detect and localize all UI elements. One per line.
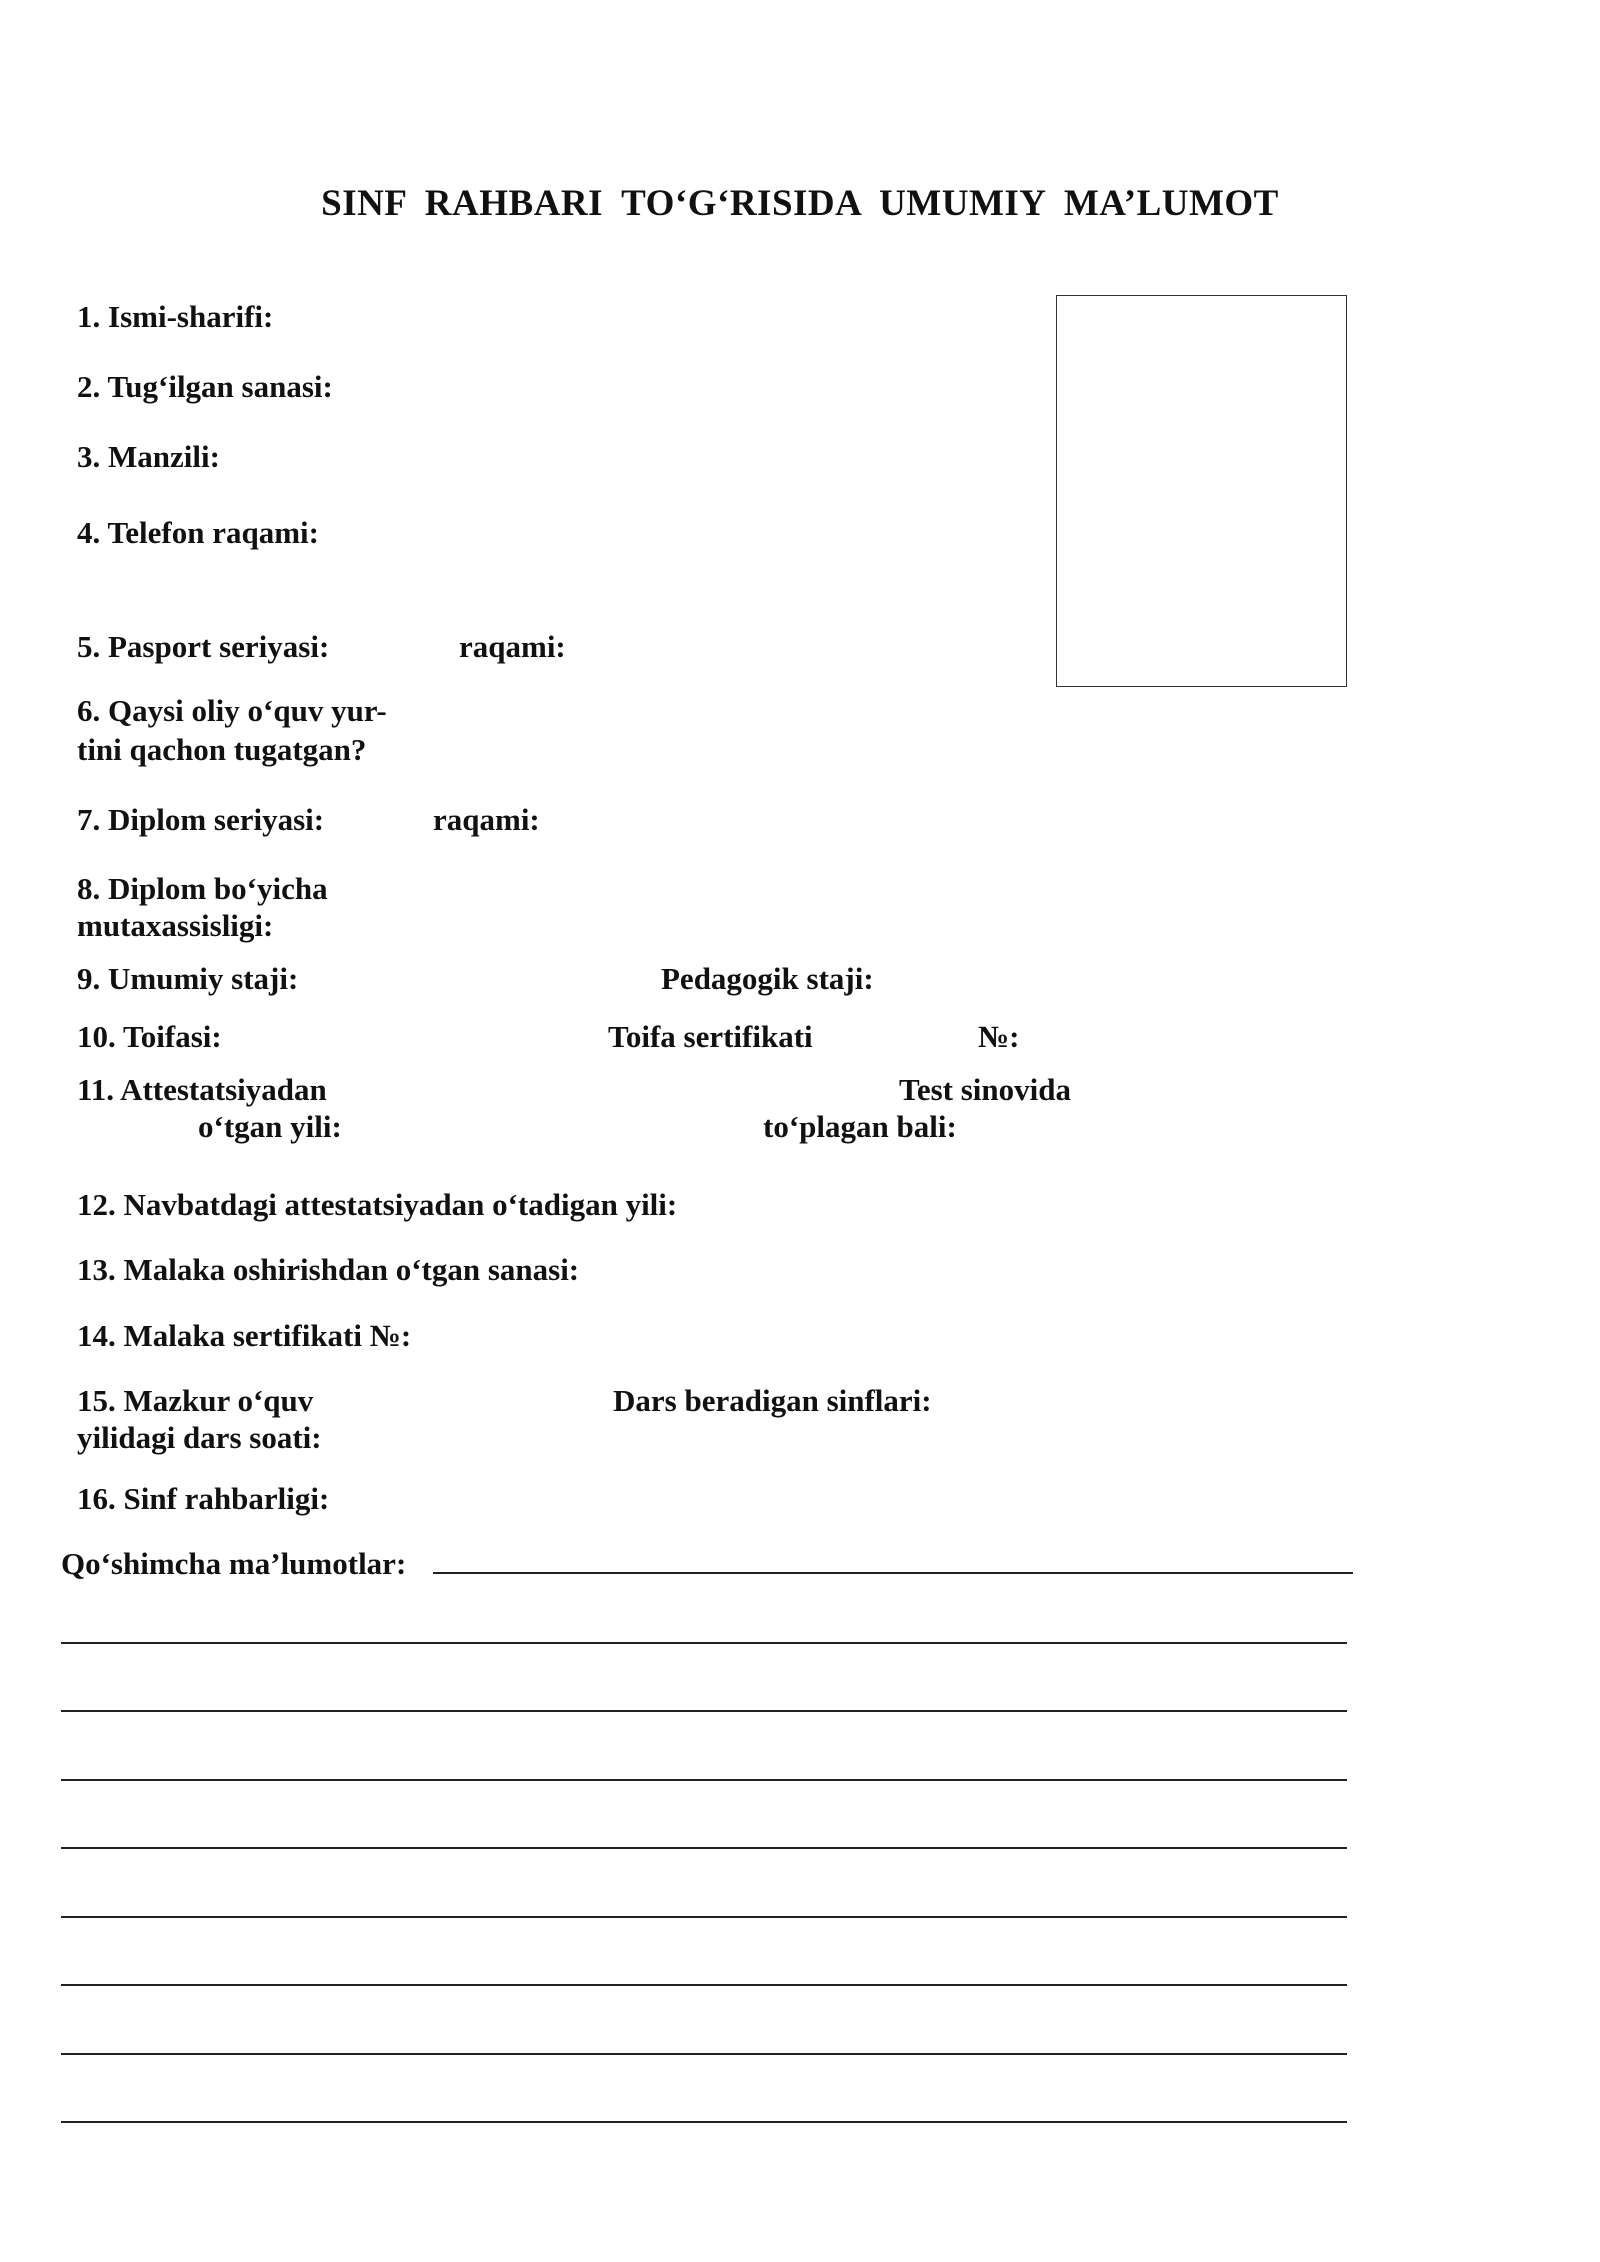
- field-full-name-label: 1. Ismi-sharifi:: [77, 299, 274, 334]
- field-class-leadership-label: 16. Sinf rahbarligi:: [77, 1481, 330, 1516]
- field-diploma-series-label: 7. Diplom seriyasi:: [77, 802, 325, 837]
- field-specialty-label-line1: 8. Diplom bo‘yicha: [77, 871, 328, 906]
- additional-info-line: [61, 2121, 1347, 2123]
- field-next-attestation-label: 12. Navbatdagi attestatsiyadan o‘tadigan yili:: [77, 1187, 678, 1222]
- field-passport-number-label: raqami:: [459, 629, 566, 664]
- additional-info-line: [433, 1572, 1353, 1574]
- field-pedagogical-experience-label: Pedagogik staji:: [661, 961, 874, 996]
- field-qualification-date-label: 13. Malaka oshirishdan o‘tgan sanasi:: [77, 1252, 580, 1287]
- field-test-score-label-line1: Test sinovida: [899, 1072, 1071, 1107]
- additional-info-line: [61, 1847, 1347, 1849]
- field-category-certificate-label: Toifa sertifikati: [608, 1019, 813, 1054]
- field-specialty-label-line2: mutaxassisligi:: [77, 908, 274, 943]
- additional-info-line: [61, 1779, 1347, 1781]
- field-phone-label: 4. Telefon raqami:: [77, 515, 319, 550]
- field-teaching-hours-label-line2: yilidagi dars soati:: [77, 1420, 322, 1455]
- additional-info-line: [61, 1916, 1347, 1918]
- field-teaching-hours-label-line1: 15. Mazkur o‘quv: [77, 1383, 314, 1418]
- additional-info-line: [61, 2053, 1347, 2055]
- additional-info-line: [61, 1642, 1347, 1644]
- field-passport-series-label: 5. Pasport seriyasi:: [77, 629, 330, 664]
- additional-info-label: Qo‘shimcha ma’lumotlar:: [61, 1546, 407, 1581]
- field-qualification-certificate-label: 14. Malaka sertifikati №:: [77, 1318, 412, 1353]
- page-title: SINF RAHBARI TO‘G‘RISIDA UMUMIY MA’LUMOT: [321, 183, 1279, 224]
- additional-info-line: [61, 1710, 1347, 1712]
- additional-info-line: [61, 1984, 1347, 1986]
- field-teaching-classes-label: Dars beradigan sinflari:: [613, 1383, 932, 1418]
- field-attestation-label-line2: o‘tgan yili:: [198, 1109, 342, 1144]
- field-birth-date-label: 2. Tug‘ilgan sanasi:: [77, 369, 333, 404]
- field-address-label: 3. Manzili:: [77, 439, 220, 474]
- field-university-label-line2: tini qachon tugatgan?: [77, 732, 367, 767]
- field-university-label-line1: 6. Qaysi oliy o‘quv yur-: [77, 693, 387, 728]
- field-diploma-number-label: raqami:: [433, 802, 540, 837]
- field-category-certificate-number-label: №:: [978, 1019, 1020, 1054]
- field-category-label: 10. Toifasi:: [77, 1019, 222, 1054]
- field-total-experience-label: 9. Umumiy staji:: [77, 961, 299, 996]
- field-test-score-label-line2: to‘plagan bali:: [763, 1109, 957, 1144]
- photo-placeholder: [1056, 295, 1347, 687]
- field-attestation-label-line1: 11. Attestatsiyadan: [77, 1072, 327, 1107]
